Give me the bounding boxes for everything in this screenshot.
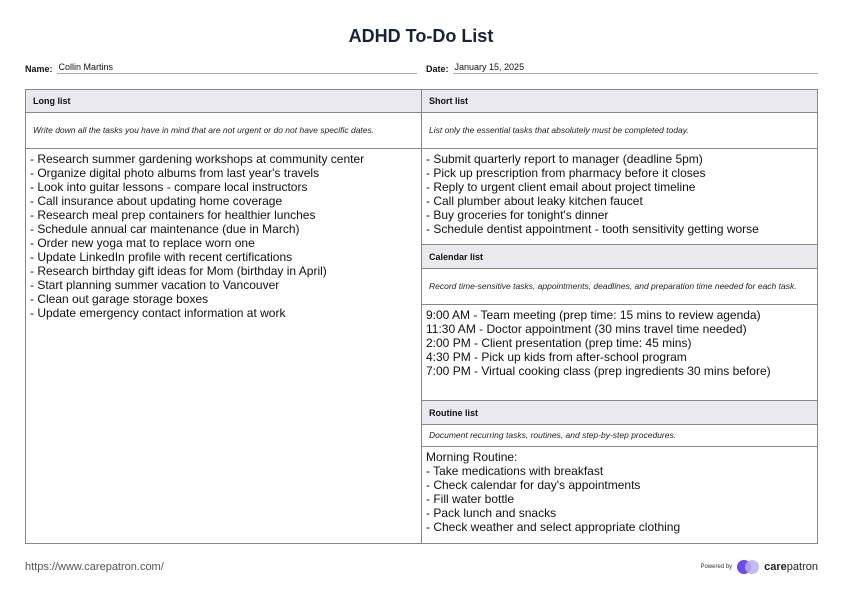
list-item: - Research birthday gift ideas for Mom (birthday in April) (30, 264, 327, 278)
right-column (422, 90, 817, 543)
powered-by-carepatron[interactable] (700, 560, 818, 574)
carepatron-logo-icon (737, 560, 759, 574)
brand-bold: care (764, 561, 787, 573)
short-list-description: List only the essential tasks that absolutely must be completed today. (422, 113, 817, 149)
list-item: 11:30 AM - Doctor appointment (30 mins travel time needed) (426, 322, 747, 336)
short-list-header: Short list (422, 90, 817, 113)
list-item: 4:30 PM - Pick up kids from after-school program (426, 350, 687, 364)
list-item: - Schedule annual car maintenance (due in March) (30, 222, 300, 236)
list-item: - Pack lunch and snacks (426, 506, 557, 520)
calendar-list-description: Record time-sensitive tasks, appointments, deadlines, and preparation time needed for each task. (422, 269, 817, 305)
long-list-content[interactable] (26, 149, 421, 323)
list-item: - Schedule dentist appointment - tooth sensitivity getting worse (426, 222, 759, 236)
date-value[interactable]: January 15, 2025 (453, 62, 818, 74)
date-field (426, 62, 818, 74)
list-item: - Update emergency contact information at work (30, 306, 286, 320)
list-item: - Pick up prescription from pharmacy before it closes (426, 166, 706, 180)
list-item: - Reply to urgent client email about project timeline (426, 180, 696, 194)
list-item: 9:00 AM - Team meeting (prep time: 15 mins to review agenda) (426, 308, 761, 322)
list-item: - Fill water bottle (426, 492, 515, 506)
list-item: - Take medications with breakfast (426, 464, 604, 478)
list-item: - Submit quarterly report to manager (deadline 5pm) (426, 152, 703, 166)
name-value[interactable]: Collin Martins (57, 62, 417, 74)
long-list-header: Long list (26, 90, 421, 113)
list-item: - Research summer gardening workshops at community center (30, 152, 365, 166)
list-item: - Organize digital photo albums from last year's travels (30, 166, 320, 180)
list-item: Morning Routine: (426, 450, 518, 464)
list-item: - Call insurance about updating home coverage (30, 194, 283, 208)
list-item: - Check calendar for day's appointments (426, 478, 641, 492)
brand-rest: patron (786, 561, 818, 573)
list-item: - Call plumber about leaky kitchen faucet (426, 194, 643, 208)
name-label: Name: (25, 64, 53, 74)
date-label: Date: (426, 64, 449, 74)
name-field (25, 62, 417, 74)
powered-by-text: Powered by (700, 564, 733, 570)
list-item: 7:00 PM - Virtual cooking class (prep ingredients 30 mins before) (426, 364, 771, 378)
list-item: - Check weather and select appropriate clothing (426, 520, 681, 534)
long-list-description: Write down all the tasks you have in mind that are not urgent or do not have specific dates. (26, 113, 421, 149)
short-list-content[interactable] (422, 149, 817, 245)
routine-list-header: Routine list (422, 401, 817, 425)
calendar-list-content[interactable] (422, 305, 817, 401)
list-item: - Update LinkedIn profile with recent certifications (30, 250, 293, 264)
routine-list-description: Document recurring tasks, routines, and step-by-step procedures. (422, 425, 817, 447)
todo-table (25, 89, 818, 544)
page-title: ADHD To-Do List (348, 26, 494, 46)
list-item: 2:00 PM - Client presentation (prep time: 45 mins) (426, 336, 692, 350)
list-item: - Research meal prep containers for healthier lunches (30, 208, 316, 222)
carepatron-wordmark (764, 561, 818, 573)
calendar-list-header: Calendar list (422, 245, 817, 269)
routine-list-content[interactable] (422, 447, 817, 537)
list-item: - Look into guitar lessons - compare local instructors (30, 180, 308, 194)
list-item: - Start planning summer vacation to Vancouver (30, 278, 280, 292)
long-list-column (26, 90, 422, 543)
list-item: - Clean out garage storage boxes (30, 292, 209, 306)
carepatron-link[interactable]: https://www.carepatron.com/ (25, 561, 164, 573)
list-item: - Order new yoga mat to replace worn one (30, 236, 255, 250)
list-item: - Buy groceries for tonight's dinner (426, 208, 609, 222)
